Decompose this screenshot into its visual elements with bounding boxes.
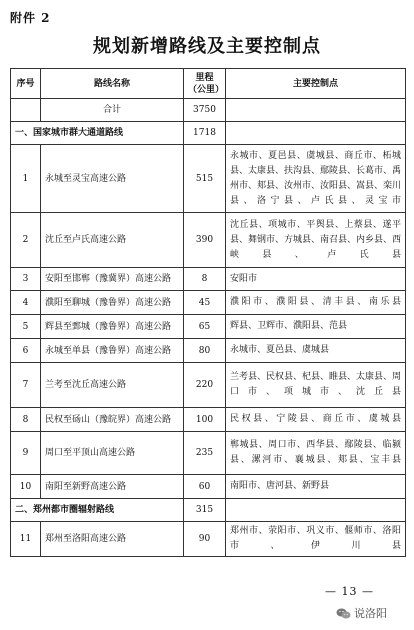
wechat-icon [336,608,351,619]
route-mileage: 390 [184,213,226,268]
table-row [11,213,406,268]
route-mileage: 100 [184,408,226,432]
route-name: 永城至单县（豫鲁界）高速公路 [41,339,184,363]
row-number: 1 [11,145,41,213]
table-row [11,363,406,408]
route-name: 民权至砀山（豫皖界）高速公路 [41,408,184,432]
section-mileage: 1718 [184,122,226,145]
section-title: 二、郑州都市圈辐射路线 [11,499,184,522]
row-number: 7 [11,363,41,408]
control-points: 沈丘县、项城市、平舆县、上蔡县、遂平县、舞钢市、方城县、南召县、内乡县、西峡县、卢氏县 [226,213,406,268]
route-name: 周口至平顶山高速公路 [41,432,184,475]
section-row [11,499,406,522]
route-name: 安阳至邯郸（豫冀界）高速公路 [41,268,184,291]
control-points: 兰考县、民权县、杞县、睢县、太康县、周口市、项城市、沈丘县 [226,363,406,408]
route-mileage: 235 [184,432,226,475]
control-points: 郸城县、周口市、西华县、鄢陵县、临颍县、漯河市、襄城县、郏县、宝丰县 [226,432,406,475]
table-row [11,432,406,475]
header-mileage: 里程 （公里） [184,69,226,99]
control-points: 永城市、夏邑县、虞城县 [226,339,406,363]
control-points: 濮阳市、濮阳县、清丰县、南乐县 [226,291,406,315]
control-points: 民权县、宁陵县、商丘市、虞城县 [226,408,406,432]
route-mileage: 515 [184,145,226,213]
table-header-row [11,69,406,99]
total-label: 合计 [41,99,184,122]
route-mileage: 220 [184,363,226,408]
section-title: 一、国家城市群大通道路线 [11,122,184,145]
watermark [336,605,387,621]
total-mileage: 3750 [184,99,226,122]
route-name: 永城至灵宝高速公路 [41,145,184,213]
row-number: 11 [11,522,41,557]
routes-table [10,68,406,557]
route-name: 南阳至新野高速公路 [41,475,184,499]
row-number: 8 [11,408,41,432]
row-number: 10 [11,475,41,499]
route-name: 濮阳至聊城（豫鲁界）高速公路 [41,291,184,315]
control-points: 南阳市、唐河县、新野县 [226,475,406,499]
header-name: 路线名称 [41,69,184,99]
section-mileage: 315 [184,499,226,522]
header-no: 序号 [11,69,41,99]
route-mileage: 90 [184,522,226,557]
table-row [11,291,406,315]
control-points: 辉县、卫辉市、濮阳县、范县 [226,315,406,339]
route-mileage: 60 [184,475,226,499]
route-mileage: 80 [184,339,226,363]
row-number: 6 [11,339,41,363]
control-points: 安阳市 [226,268,406,291]
header-control: 主要控制点 [226,69,406,99]
watermark-text: 说洛阳 [354,607,387,620]
total-row [11,99,406,122]
route-name: 沈丘至卢氏高速公路 [41,213,184,268]
route-name: 兰考至沈丘高速公路 [41,363,184,408]
route-name: 郑州至洛阳高速公路 [41,522,184,557]
row-number: 2 [11,213,41,268]
section-control-empty [226,499,406,522]
control-points: 郑州市、荥阳市、巩义市、偃师市、洛阳市、伊川县 [226,522,406,557]
route-mileage: 65 [184,315,226,339]
table-row [11,268,406,291]
table-row [11,522,406,557]
attachment-label: 附件 2 [10,11,51,25]
route-mileage: 45 [184,291,226,315]
route-mileage: 8 [184,268,226,291]
control-points: 永城市、夏邑县、虞城县、商丘市、柘城县、太康县、扶沟县、鄢陵县、长葛市、禹州市、郏县、汝州市、汝阳县、嵩县、栾川县、洛宁县、卢氏县、灵宝市 [226,145,406,213]
page-number: — 13 — [325,585,374,598]
table-row [11,339,406,363]
row-number: 3 [11,268,41,291]
table-row [11,408,406,432]
section-row [11,122,406,145]
table-row [11,145,406,213]
row-number: 5 [11,315,41,339]
section-control-empty [226,122,406,145]
document-title: 规划新增路线及主要控制点 [93,36,321,57]
table-row [11,475,406,499]
row-number: 9 [11,432,41,475]
table-row [11,315,406,339]
route-name: 辉县至鄄城（豫鲁界）高速公路 [41,315,184,339]
row-number: 4 [11,291,41,315]
